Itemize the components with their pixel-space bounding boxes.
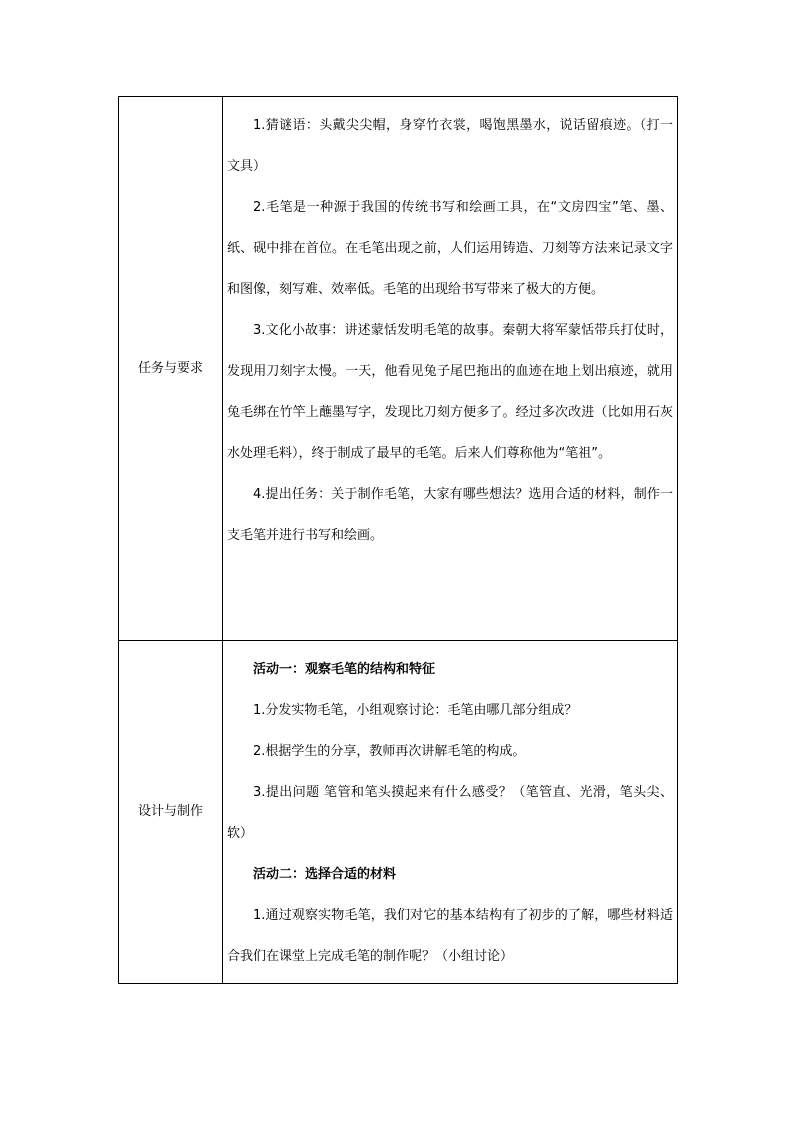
lesson-plan-table [118, 96, 678, 984]
paragraph-riddle: 1.猜谜语：头戴尖尖帽，身穿竹衣裳，喝饱黑墨水，说话留痕迹。（打一文具） [227, 118, 673, 174]
activity-one-heading: 活动一：观察毛笔的结构和特征 [253, 662, 436, 677]
activity-two-heading: 活动二：选择合适的材料 [253, 867, 397, 882]
row-label-design-making: 设计与制作 [119, 641, 223, 984]
paragraph-explain: 2.根据学生的分享，教师再次讲解毛笔的构成。 [253, 744, 526, 759]
paragraph-materials: 1.通过观察实物毛笔，我们对它的基本结构有了初步的了解，哪些材料适合我们在课堂上完成毛笔的制作呢？（小组讨论） [227, 908, 673, 964]
paragraph-question: 3.提出问题 笔管和笔头摸起来有什么感受？（笔管直、光滑，笔头尖、软） [227, 785, 673, 841]
table-row-task-requirements [119, 97, 678, 641]
row-label-task-requirements: 任务与要求 [119, 97, 223, 641]
table-row-design-making [119, 641, 678, 984]
paragraph-brush-intro: 2.毛笔是一种源于我国的传统书写和绘画工具，在“文房四宝”笔、墨、纸、砚中排在首位。在毛笔出现之前，人们运用铸造、刀刻等方法来记录文字和图像，刻写难、效率低。毛笔的出现给书写带来了极大的方便。 [227, 200, 673, 297]
paragraph-distribute: 1.分发实物毛笔，小组观察讨论：毛笔由哪几部分组成？ [253, 703, 578, 718]
row-content-task-requirements [223, 97, 678, 641]
row-content-design-making [223, 641, 678, 984]
paragraph-task: 4.提出任务：关于制作毛笔，大家有哪些想法？选用合适的材料，制作一支毛笔并进行书写和绘画。 [227, 487, 673, 543]
paragraph-culture-story: 3.文化小故事：讲述蒙恬发明毛笔的故事。秦朝大将军蒙恬带兵打仗时，发现用刀刻字太慢。一天，他看见兔子尾巴拖出的血迹在地上划出痕迹，就用兔毛绑在竹竿上蘸墨写字，发现比刀刻方便多了。经过多次改进（比如用石灰水处理毛料），终于制成了最早的毛笔。后来人们尊称他为“笔祖”。 [227, 323, 673, 461]
